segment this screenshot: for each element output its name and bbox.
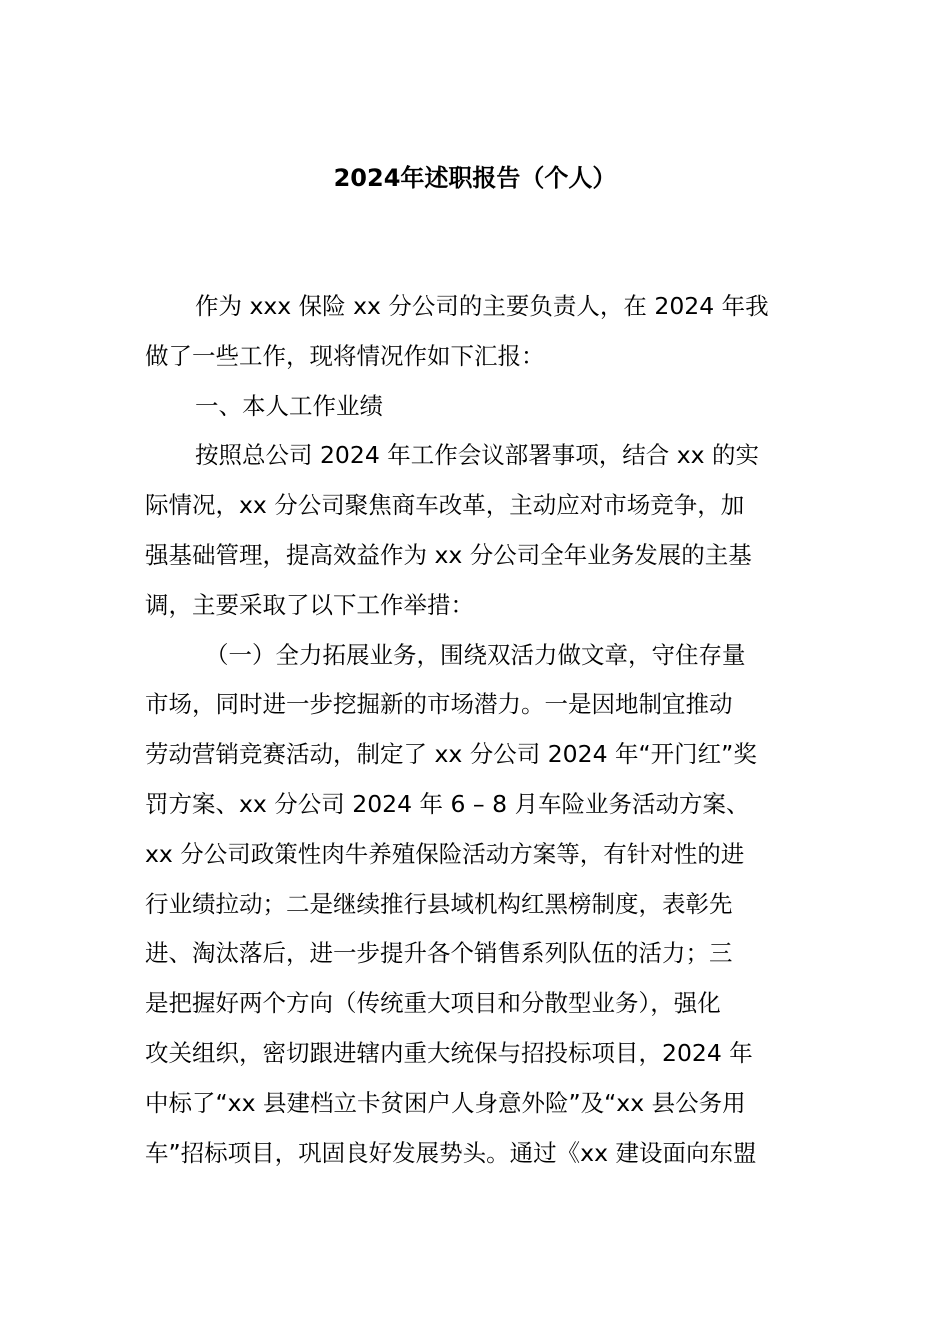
section-heading: 一、本人工作业绩 — [195, 391, 383, 420]
document-body — [145, 282, 815, 1178]
paragraph-line: 行业绩拉动；二是继续推行县域机构红黑榜制度，表彰先 — [145, 889, 733, 918]
paragraph-line: 是把握好两个方向（传统重大项目和分散型业务），强化 — [145, 989, 721, 1018]
paragraph-line: 作为 xxx 保险 xx 分公司的主要负责人，在 2024 年我 — [195, 292, 769, 320]
paragraph-line: 市场，同时进一步挖掘新的市场潜力。一是因地制宜推动 — [145, 690, 733, 719]
paragraph-line: 劳动营销竞赛活动，制定了 xx 分公司 2024 年“开门红”奖 — [145, 740, 757, 769]
paragraph-line: 际情况，xx 分公司聚焦商车改革，主动应对市场竞争，加 — [145, 491, 745, 520]
paragraph-line: 做了一些工作，现将情况作如下汇报： — [145, 341, 545, 370]
paragraph-line: 调，主要采取了以下工作举措： — [145, 590, 474, 619]
paragraph-line: 车”招标项目，巩固良好发展势头。通过《xx 建设面向东盟 — [145, 1138, 757, 1167]
paragraph-line: 强基础管理，提高效益作为 xx 分公司全年业务发展的主基 — [145, 540, 752, 569]
paragraph-line: 按照总公司 2024 年工作会议部署事项，结合 xx 的实 — [195, 441, 759, 470]
paragraph-line: xx 分公司政策性肉牛养殖保险活动方案等，有针对性的进 — [145, 839, 745, 868]
subsection-line: （一）全力拓展业务，围绕双活力做文章，守住存量 — [205, 640, 746, 669]
paragraph-line: 罚方案、xx 分公司 2024 年 6 – 8 月车险业务活动方案、 — [145, 789, 750, 818]
paragraph-line: 中标了“xx 县建档立卡贫困户人身意外险”及“xx 县公务用 — [145, 1088, 746, 1117]
paragraph-line: 进、淘汰落后，进一步提升各个销售系列队伍的活力；三 — [145, 939, 733, 968]
document-title: 2024年述职报告（个人） — [333, 164, 617, 192]
paragraph-line: 攻关组织，密切跟进辖内重大统保与招投标项目，2024 年 — [145, 1038, 753, 1067]
